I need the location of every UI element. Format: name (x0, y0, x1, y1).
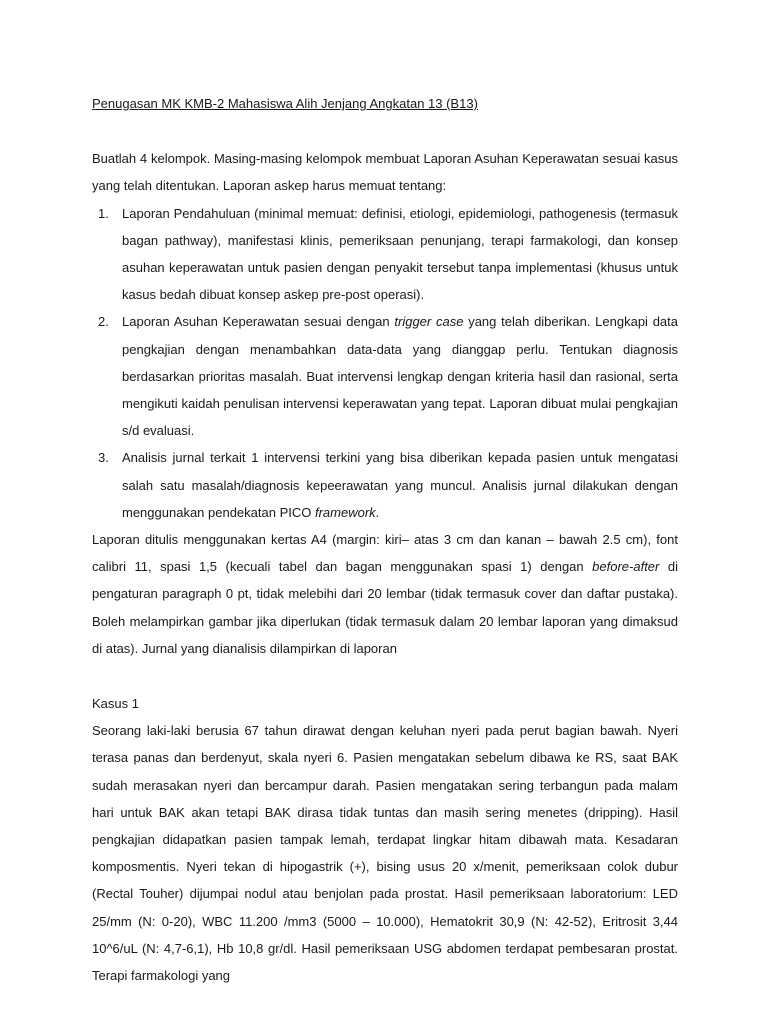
format-text-italic: before-after (592, 559, 660, 575)
task-text: Laporan Pendahuluan (minimal memuat: definisi, etiologi, epidemiologi, pathogenesis (termasuk bagan pathway), manifestasi klinis, pemeriksaan penunjang, terapi farmakologi, dan konsep asuhan keperawatan untuk pasien dengan penyakit tersebut tanpa implementasi (khusus untuk kasus bedah dibuat konsep askep pre-post operasi). (122, 205, 678, 303)
task-item-2 (92, 308, 678, 444)
task-text-italic: trigger case (394, 314, 464, 330)
task-list (92, 200, 678, 526)
task-item-3 (92, 444, 678, 526)
intro-paragraph: Buatlah 4 kelompok. Masing-masing kelompok membuat Laporan Asuhan Keperawatan sesuai kasus yang telah ditentukan. Laporan askep harus memuat tentang: (92, 151, 678, 194)
format-text: di pengaturan paragraph 0 pt, tidak melebihi dari 20 lembar (tidak termasuk cover dan daftar pustaka). Boleh melampirkan gambar jika diperlukan (tidak termasuk dalam 20 lembar laporan yang dimaksud di atas). Jurnal yang dianalisis dilampirkan di laporan (92, 559, 678, 656)
case-title: Kasus 1 (92, 696, 139, 712)
task-number: 1. (98, 205, 109, 221)
format-text: Laporan ditulis menggunakan kertas A4 (margin: kiri– atas 3 cm dan kanan – bawah 2.5 cm), font calibri 11, spasi 1,5 (kecuali tabel dan bagan menggunakan spasi 1) dengan (92, 532, 678, 575)
task-item-1 (92, 200, 678, 309)
document-title: Penugasan MK KMB-2 Mahasiswa Alih Jenjang Angkatan 13 (B13) (92, 96, 478, 111)
task-text: . (375, 504, 380, 520)
task-text-italic: framework (314, 504, 376, 520)
case-paragraph: Seorang laki-laki berusia 67 tahun dirawat dengan keluhan nyeri pada perut bagian bawah. Nyeri terasa panas dan berdenyut, skala nyeri 6. Pasien mengatakan sebelum dibawa ke RS, saat BAK sudah merasakan nyeri dan bercampur darah. Pasien mengatakan sering terbangun pada malam hari untuk BAK akan tetapi BAK dirasa tidak tuntas dan masih sering menetes (dripping). Hasil pengkajian didapatkan pasien tampak lemah, terdapat lingkar hitam dibawah mata. Kesadaran komposmentis. Nyeri tekan di hipogastrik (+), bising usus 20 x/menit, pemeriksaan colok dubur (Rectal Touher) dijumpai nodul atau benjolan pada prostat. Hasil pemeriksaan laboratorium: LED 25/mm (N: 0-20), WBC 11.200 /mm3 (5000 – 10.000), Hematokrit 30,9 (N: 42-52), Eritrosit 3,44 10^6/uL (N: 4,7-6,1), Hb 10,8 gr/dl. Hasil pemeriksaan USG abdomen terdapat pembesaran prostat. Terapi farmakologi yang (92, 723, 678, 984)
task-text: Laporan Asuhan Keperawatan sesuai dengan (122, 314, 395, 330)
task-number: 2. (98, 314, 109, 330)
format-paragraph (92, 526, 678, 662)
task-number: 3. (98, 450, 109, 466)
task-text: yang telah diberikan. Lengkapi data pengkajian dengan menambahkan data-data yang dianggap perlu. Tentukan diagnosis berdasarkan prioritas masalah. Buat intervensi lengkap dengan kriteria hasil dan rasional, serta mengikuti kaidah penulisan intervensi keperawatan yang tepat. Laporan dibuat mulai pengkajian s/d evaluasi. (122, 314, 678, 439)
document-body (92, 90, 678, 989)
task-text: Analisis jurnal terkait 1 intervensi terkini yang bisa diberikan kepada pasien untuk mengatasi salah satu masalah/diagnosis kepeerawatan yang muncul. Analisis jurnal dilakukan dengan menggunakan pendekatan PICO (122, 450, 678, 520)
